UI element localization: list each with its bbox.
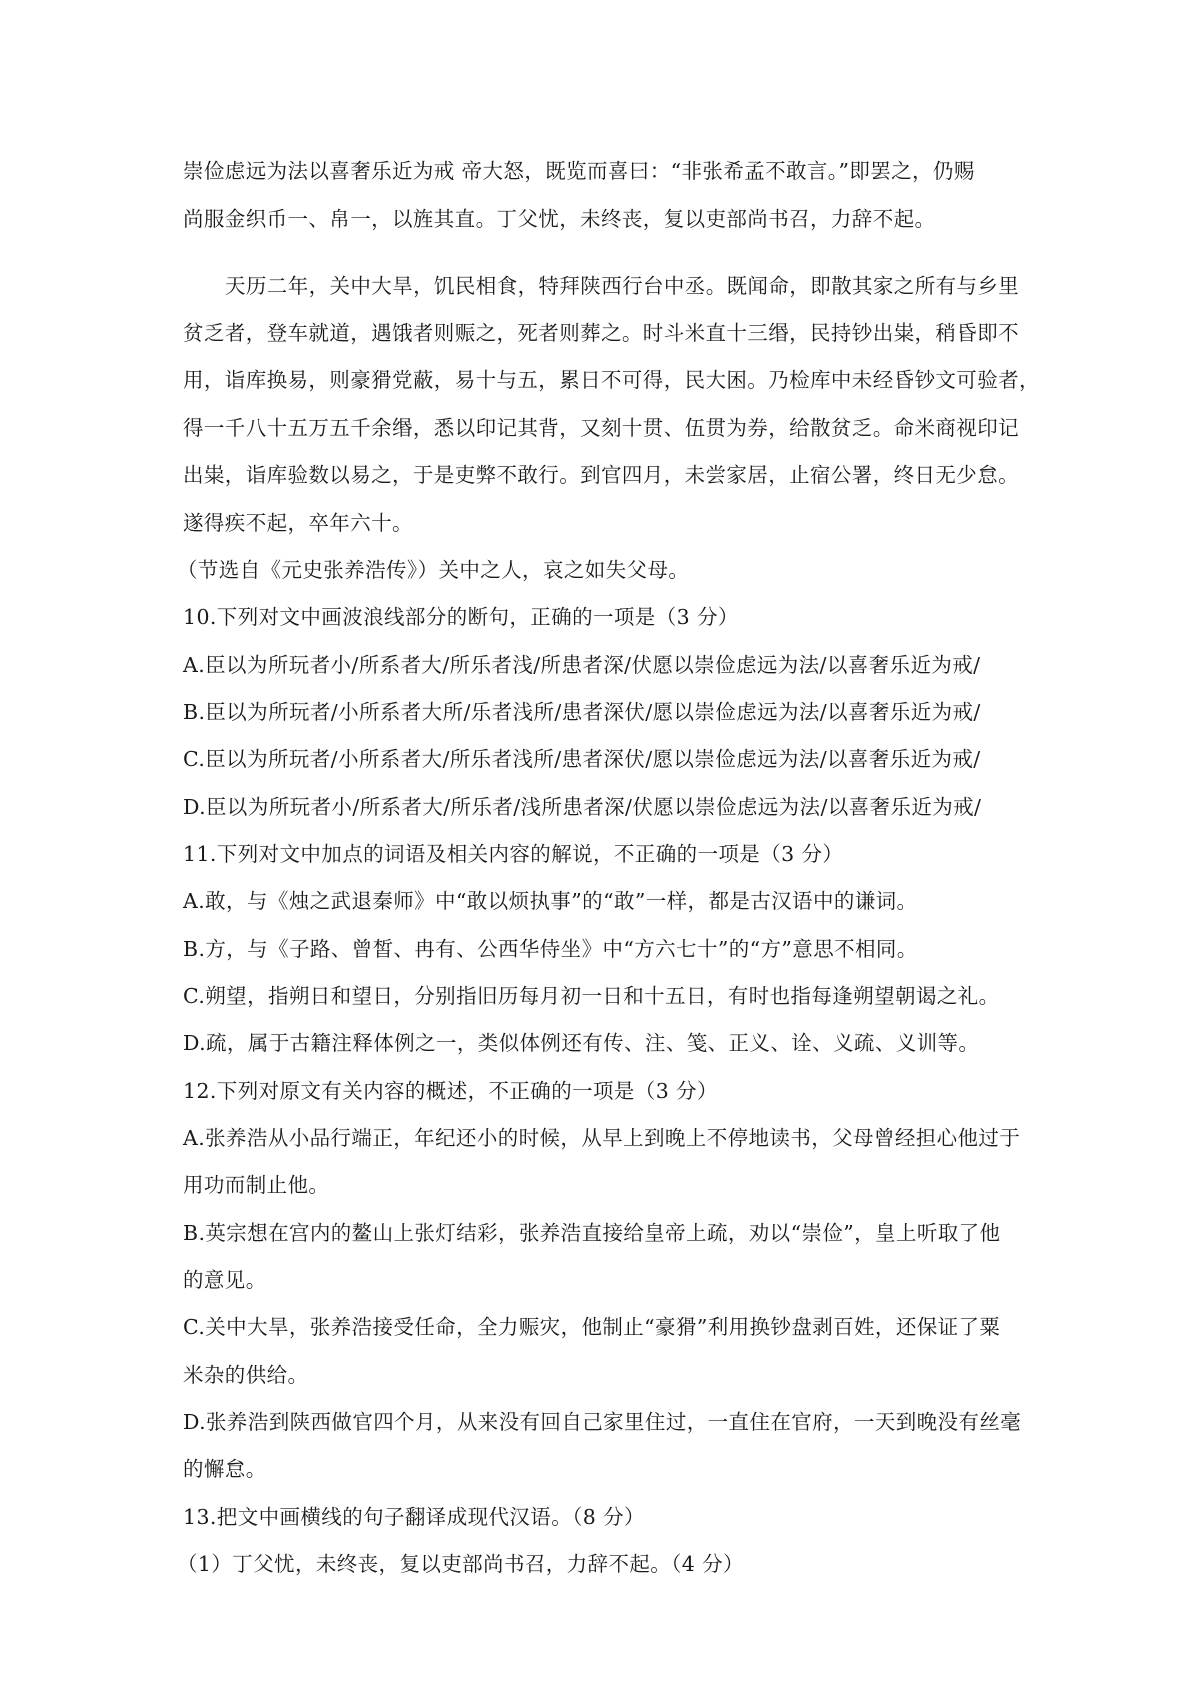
question-12-option-c-line-1: C.关中大旱，张养浩接受任命，全力赈灾，他制止“豪猾”利用换钞盘剥百姓，还保证了粟	[183, 1315, 1001, 1339]
passage-line-1: 崇俭虑远为法以喜奢乐近为戒 帝大怒，既览而喜曰：“非张希孟不敢言。”即罢之，仍赐	[183, 159, 975, 183]
question-11-stem: 11.下列对文中加点的词语及相关内容的解说，不正确的一项是（3 分）	[183, 842, 844, 866]
question-12-option-a-line-1: A.张养浩从小品行端正，年纪还小的时候，从早上到晚上不停地读书，父母曾经担心他过于	[183, 1126, 1021, 1150]
question-10-option-d: D.臣以为所玩者小/所系者大/所乐者/浅所患者深/伏愿以崇俭虑远为法/以喜奢乐近为戒/	[183, 795, 982, 819]
passage-line-6: 得一千八十五万五千余缗，悉以印记其背，又刻十贯、伍贯为券，给散贫乏。命米商视印记	[183, 416, 1019, 440]
question-12-option-d-line-2: 的懈怠。	[183, 1457, 267, 1481]
question-12-option-b-line-1: B.英宗想在宫内的鳌山上张灯结彩，张养浩直接给皇帝上疏，劝以“崇俭”，皇上听取了他	[183, 1221, 1001, 1245]
question-12-option-b-line-2: 的意见。	[183, 1268, 267, 1292]
passage-line-7: 出粜，诣库验数以易之，于是吏弊不敢行。到官四月，未尝家居，止宿公署，终日无少怠。	[183, 463, 1019, 487]
passage-line-5: 用，诣库换易，则豪猾党蔽，易十与五，累日不可得，民大困。乃检库中未经昏钞文可验者，	[183, 368, 1040, 392]
question-12-option-d-line-1: D.张养浩到陕西做官四个月，从来没有回自己家里住过，一直住在官府，一天到晚没有丝毫	[183, 1410, 1022, 1434]
passage-line-3: 天历二年，关中大旱，饥民相食，特拜陕西行台中丞。既闻命，即散其家之所有与乡里	[225, 274, 1020, 298]
passage-line-8: 遂得疾不起，卒年六十。	[183, 511, 413, 535]
passage-line-4: 贫乏者，登车就道，遇饿者则赈之，死者则葬之。时斗米直十三缗，民持钞出粜，稍昏即不	[183, 321, 1019, 345]
question-13-part-1: （1）丁父忧，未终丧，复以吏部尚书召，力辞不起。（4 分）	[177, 1552, 744, 1576]
question-10-option-b: B.臣以为所玩者/小所系者大所/乐者浅所/患者深伏/愿以崇俭虑远为法/以喜奢乐近为戒/	[183, 700, 981, 724]
question-11-option-c: C.朔望，指朔日和望日，分别指旧历每月初一日和十五日，有时也指每逢朔望朝谒之礼。	[183, 984, 1000, 1008]
question-12-stem: 12.下列对原文有关内容的概述，不正确的一项是（3 分）	[183, 1079, 718, 1103]
passage-line-2: 尚服金织币一、帛一，以旌其直。丁父忧，未终丧，复以吏部尚书召，力辞不起。	[183, 207, 936, 231]
question-13-stem: 13.把文中画横线的句子翻译成现代汉语。（8 分）	[183, 1505, 645, 1529]
question-12-option-a-line-2: 用功而制止他。	[183, 1173, 330, 1197]
passage-source-note: （节选自《元史张养浩传》）关中之人，哀之如失父母。	[177, 558, 690, 582]
question-12-option-c-line-2: 米杂的供给。	[183, 1363, 309, 1387]
question-11-option-a: A.敢，与《烛之武退秦师》中“敢以烦执事”的“敢”一样，都是古汉语中的谦词。	[183, 889, 918, 913]
question-10-option-a: A.臣以为所玩者小/所系者大/所乐者浅/所患者深/伏愿以崇俭虑远为法/以喜奢乐近为戒/	[183, 653, 981, 677]
question-10-option-c: C.臣以为所玩者/小所系者大/所乐者浅所/患者深伏/愿以崇俭虑远为法/以喜奢乐近为戒/	[183, 747, 981, 771]
question-11-option-b: B.方，与《子路、曾皙、冉有、公西华侍坐》中“方六七十”的“方”意思不相同。	[183, 937, 918, 961]
question-11-option-d: D.疏，属于古籍注释体例之一，类似体例还有传、注、笺、正义、诠、义疏、义训等。	[183, 1031, 980, 1055]
question-10-stem: 10.下列对文中画波浪线部分的断句，正确的一项是（3 分）	[183, 605, 739, 629]
